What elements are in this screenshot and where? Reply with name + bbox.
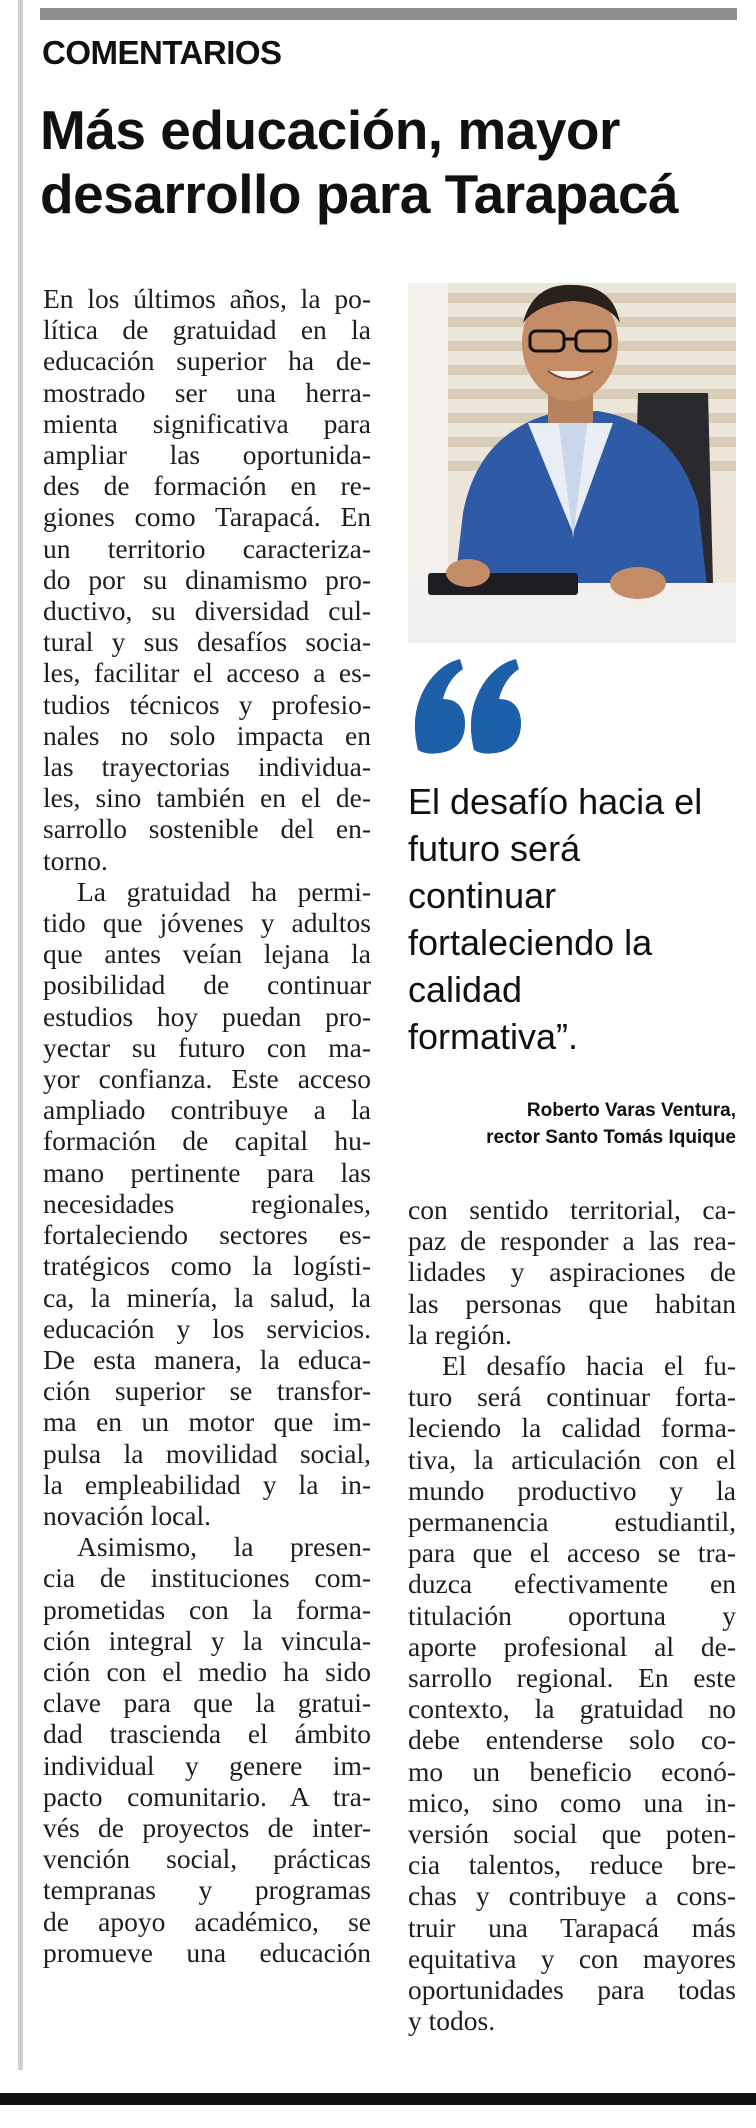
body-text-line: mundo productivo y la <box>408 1474 736 1506</box>
body-text-line: titulación oportuna y <box>408 1599 736 1631</box>
pull-quote-line: fortaleciendo la <box>408 922 653 963</box>
body-text-line: vés de proyectos de inter- <box>43 1811 371 1843</box>
body-text-line: yectar su futuro con ma- <box>43 1031 371 1063</box>
body-text-line: contexto, la gratuidad no <box>408 1693 736 1725</box>
body-text-line: tiva, la articulación con el <box>408 1443 736 1475</box>
body-text-line: chas y contribuye a cons- <box>408 1880 736 1912</box>
article-column-1 <box>43 283 371 1968</box>
pull-quote-line: futuro será <box>408 828 581 869</box>
body-text-line: ma en un motor que im- <box>43 1406 371 1438</box>
body-text-line: leciendo la calidad forma- <box>408 1412 736 1444</box>
pull-quote-line: calidad <box>408 969 523 1010</box>
body-text-line: De esta manera, la educa- <box>43 1343 371 1375</box>
author-name: Roberto Varas Ventura, <box>526 1100 736 1121</box>
body-text-line: yor confianza. Este acceso <box>43 1063 371 1095</box>
body-text-line: les, sino también en el de- <box>43 782 371 814</box>
body-text-line: tural y sus desafíos socia- <box>43 626 371 658</box>
body-text-line: la empleabilidad y la in- <box>43 1468 371 1500</box>
headline-line: Más educación, mayor <box>40 99 620 161</box>
quote-attribution <box>486 1097 736 1151</box>
body-text-line: cia talentos, reduce bre- <box>408 1849 736 1881</box>
body-text-line: un territorio caracteriza- <box>43 532 371 564</box>
article-column-2 <box>408 1194 736 2036</box>
body-text-line: versión social que poten- <box>408 1818 736 1850</box>
section-label: COMENTARIOS <box>42 34 282 71</box>
body-text-line: con sentido territorial, ca- <box>408 1194 736 1225</box>
body-text-line: permanencia estudiantil, <box>408 1506 736 1538</box>
body-text-line: lítica de gratuidad en la <box>43 314 371 346</box>
body-text-line: novación local. <box>43 1499 211 1531</box>
body-text-line: sarrollo sostenible del en- <box>43 813 371 845</box>
body-text-line: paz de responder a las rea- <box>408 1225 736 1257</box>
body-text-line: vención social, prácticas <box>43 1843 371 1875</box>
body-text-line: estudios hoy puedan pro- <box>43 1000 371 1032</box>
body-text-line: El desafío hacia el fu- <box>442 1350 736 1382</box>
body-text-line: tudios técnicos y profesio- <box>43 688 371 720</box>
top-rule <box>40 8 737 20</box>
body-text-line: mano pertinente para las <box>43 1156 371 1188</box>
portrait-photo-icon <box>408 283 736 643</box>
body-text-line: ampliar las oportunida- <box>43 439 371 471</box>
body-text-line: turo será continuar forta- <box>408 1381 736 1413</box>
body-text-line: mo un beneficio econó- <box>408 1755 736 1787</box>
body-text-line: des de formación en re- <box>43 470 371 502</box>
body-text-line: ción integral y la vincula- <box>43 1624 371 1656</box>
body-text-line: prometidas con la forma- <box>43 1593 371 1625</box>
pull-quote <box>408 778 738 1060</box>
body-text-line: oportunidades para todas <box>408 1974 736 2006</box>
headline <box>40 98 740 226</box>
body-text-line: torno. <box>43 844 108 876</box>
body-text-line: Asimismo, la presen- <box>77 1531 371 1563</box>
headline-line: desarrollo para Tarapacá <box>40 163 679 225</box>
body-text-line: do por su dinamismo pro- <box>43 563 371 595</box>
pull-quote-line: formativa”. <box>408 1016 579 1057</box>
body-text-line: cia de instituciones com- <box>43 1562 371 1594</box>
author-title: rector Santo Tomás Iquique <box>486 1127 736 1148</box>
pull-quote-line: El desafío hacia el <box>408 781 703 822</box>
body-text-line: ción superior se transfor- <box>43 1375 371 1407</box>
body-text-line: ampliado contribuye a la <box>43 1094 371 1126</box>
body-text-line: dad trascienda el ámbito <box>43 1718 371 1750</box>
body-text-line: individual y genere im- <box>43 1749 371 1781</box>
body-text-line: pulsa la movilidad social, <box>43 1437 371 1469</box>
body-text-line: En los últimos años, la po- <box>43 283 371 314</box>
body-text-line: ca, la minería, la salud, la <box>43 1281 371 1313</box>
body-text-line: promueve una educación <box>43 1936 371 1968</box>
body-text-line: que antes veían lejana la <box>43 938 371 970</box>
body-text-line: de apoyo académico, se <box>43 1905 371 1937</box>
body-text-line: para que el acceso se tra- <box>408 1537 736 1569</box>
body-text-line: ción con el medio ha sido <box>43 1655 371 1687</box>
quote-mark-icon <box>408 655 528 760</box>
body-text-line: mico, sino como una in- <box>408 1786 736 1818</box>
body-text-line: posibilidad de continuar <box>43 969 371 1001</box>
body-text-line: necesidades regionales, <box>43 1187 371 1219</box>
pull-quote-line: continuar <box>408 875 557 916</box>
body-text-line: La gratuidad ha permi- <box>77 875 371 907</box>
body-text-line: mienta significativa para <box>43 407 371 439</box>
body-text-line: equitativa y con mayores <box>408 1942 736 1974</box>
body-text-line: tido que jóvenes y adultos <box>43 907 371 939</box>
body-text-line: aporte profesional al de- <box>408 1630 736 1662</box>
body-text-line: truir una Tarapacá más <box>408 1911 736 1943</box>
body-text-line: educación y los servicios. <box>43 1312 371 1344</box>
body-text-line: ductivo, su diversidad cul- <box>43 595 371 627</box>
body-text-line: lidades y aspiraciones de <box>408 1256 736 1288</box>
body-text-line: sarrollo regional. En este <box>408 1662 736 1694</box>
body-text-line: tempranas y programas <box>43 1874 371 1906</box>
body-text-line: duzca efectivamente en <box>408 1568 736 1600</box>
body-text-line: educación superior ha de- <box>43 345 371 377</box>
body-text-line: la región. <box>408 1318 512 1350</box>
body-text-line: pacto comunitario. A tra- <box>43 1780 371 1812</box>
body-text-line: fortaleciendo sectores es- <box>43 1219 371 1251</box>
body-text-line: las personas que habitan <box>408 1287 736 1319</box>
author-photo <box>408 283 736 643</box>
body-text-line: las trayectorias individua- <box>43 751 371 783</box>
body-text-line: clave para que la gratui- <box>43 1687 371 1719</box>
body-text-line: formación de capital hu- <box>43 1125 371 1157</box>
body-text-line: mostrado ser una herra- <box>43 376 371 408</box>
body-text-line: debe entenderse solo co- <box>408 1724 736 1756</box>
body-text-line: giones como Tarapacá. En <box>43 501 371 533</box>
body-text-line: les, facilitar el acceso a es- <box>43 657 371 689</box>
body-text-line: y todos. <box>408 2005 496 2037</box>
column-rule <box>18 0 23 2070</box>
body-text-line: nales no solo impacta en <box>43 719 371 751</box>
body-text-line: tratégicos como la logísti- <box>43 1250 371 1282</box>
bottom-rule <box>0 2093 756 2105</box>
